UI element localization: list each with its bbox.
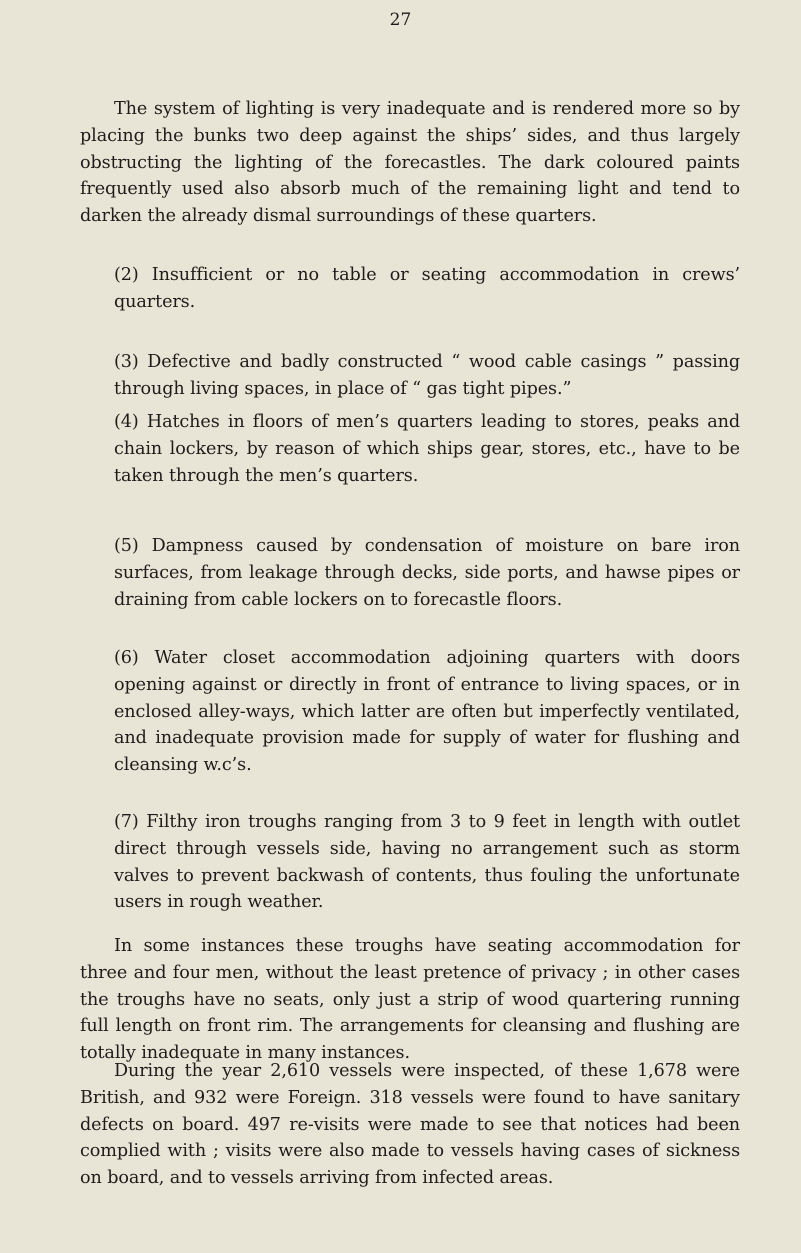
list-item-4-hatches: (4) Hatches in floors of men’s quarters leading to stores, peaks and chain lockers, by reason of which ships gear, stores, etc., have to be taken through the men’s quarters. xyxy=(114,412,740,486)
paragraph-inspections: During the year 2,610 vessels were inspected, of these 1,678 were British, and 932 were Foreign. 318 vessels were found to have sanitary defects on board. 497 re-visits were made to see that notices had been complied with ; visits were also made to vessels having cases of sickness on board, and to vessels arriving from infected areas. xyxy=(80,1061,740,1189)
list-item-3-cable-casings: (3) Defective and badly constructed “ wood cable casings ” passing through living spaces, in place of “ gas tight pipes.” xyxy=(114,352,740,399)
list-item-7-iron-troughs: (7) Filthy iron troughs ranging from 3 to 9 feet in length with outlet direct through vessels side, having no arrangement such as storm valves to prevent backwash of contents, thus fouling the unfortunate users in rough weather. xyxy=(114,812,740,913)
paragraph-troughs-seating: In some instances these troughs have seating accommodation for three and four men, without the least pretence of privacy ; in other cases the troughs have no seats, only just a strip of wood quartering running full length on front rim. The arrangements for cleansing and flushing are totally inadequate in many instances. xyxy=(80,936,740,1064)
page-number: 27 xyxy=(389,10,412,30)
list-item-6-water-closet: (6) Water closet accommodation adjoining quarters with doors opening against or directly in front of entrance to living spaces, or in enclosed alley-ways, which latter are often but imperfectly ventilated, and inadequate provision made for supply of water for flushing and cleansing w.c’s. xyxy=(114,648,740,776)
list-item-2-seating: (2) Insufficient or no table or seating accommodation in crews’ quarters. xyxy=(114,265,740,312)
list-item-5-dampness: (5) Dampness caused by condensation of moisture on bare iron surfaces, from leakage through decks, side ports, and hawse pipes or draining from cable lockers on to forecastle floors. xyxy=(114,536,740,610)
paragraph-lighting: The system of lighting is very inadequate and is rendered more so by placing the bunks two deep against the ships’ sides, and thus largely obstructing the lighting of the forecastles. The dark coloured paints frequently used also absorb much of the remaining light and tend to darken the already dismal surroundings of these quarters. xyxy=(80,99,740,227)
